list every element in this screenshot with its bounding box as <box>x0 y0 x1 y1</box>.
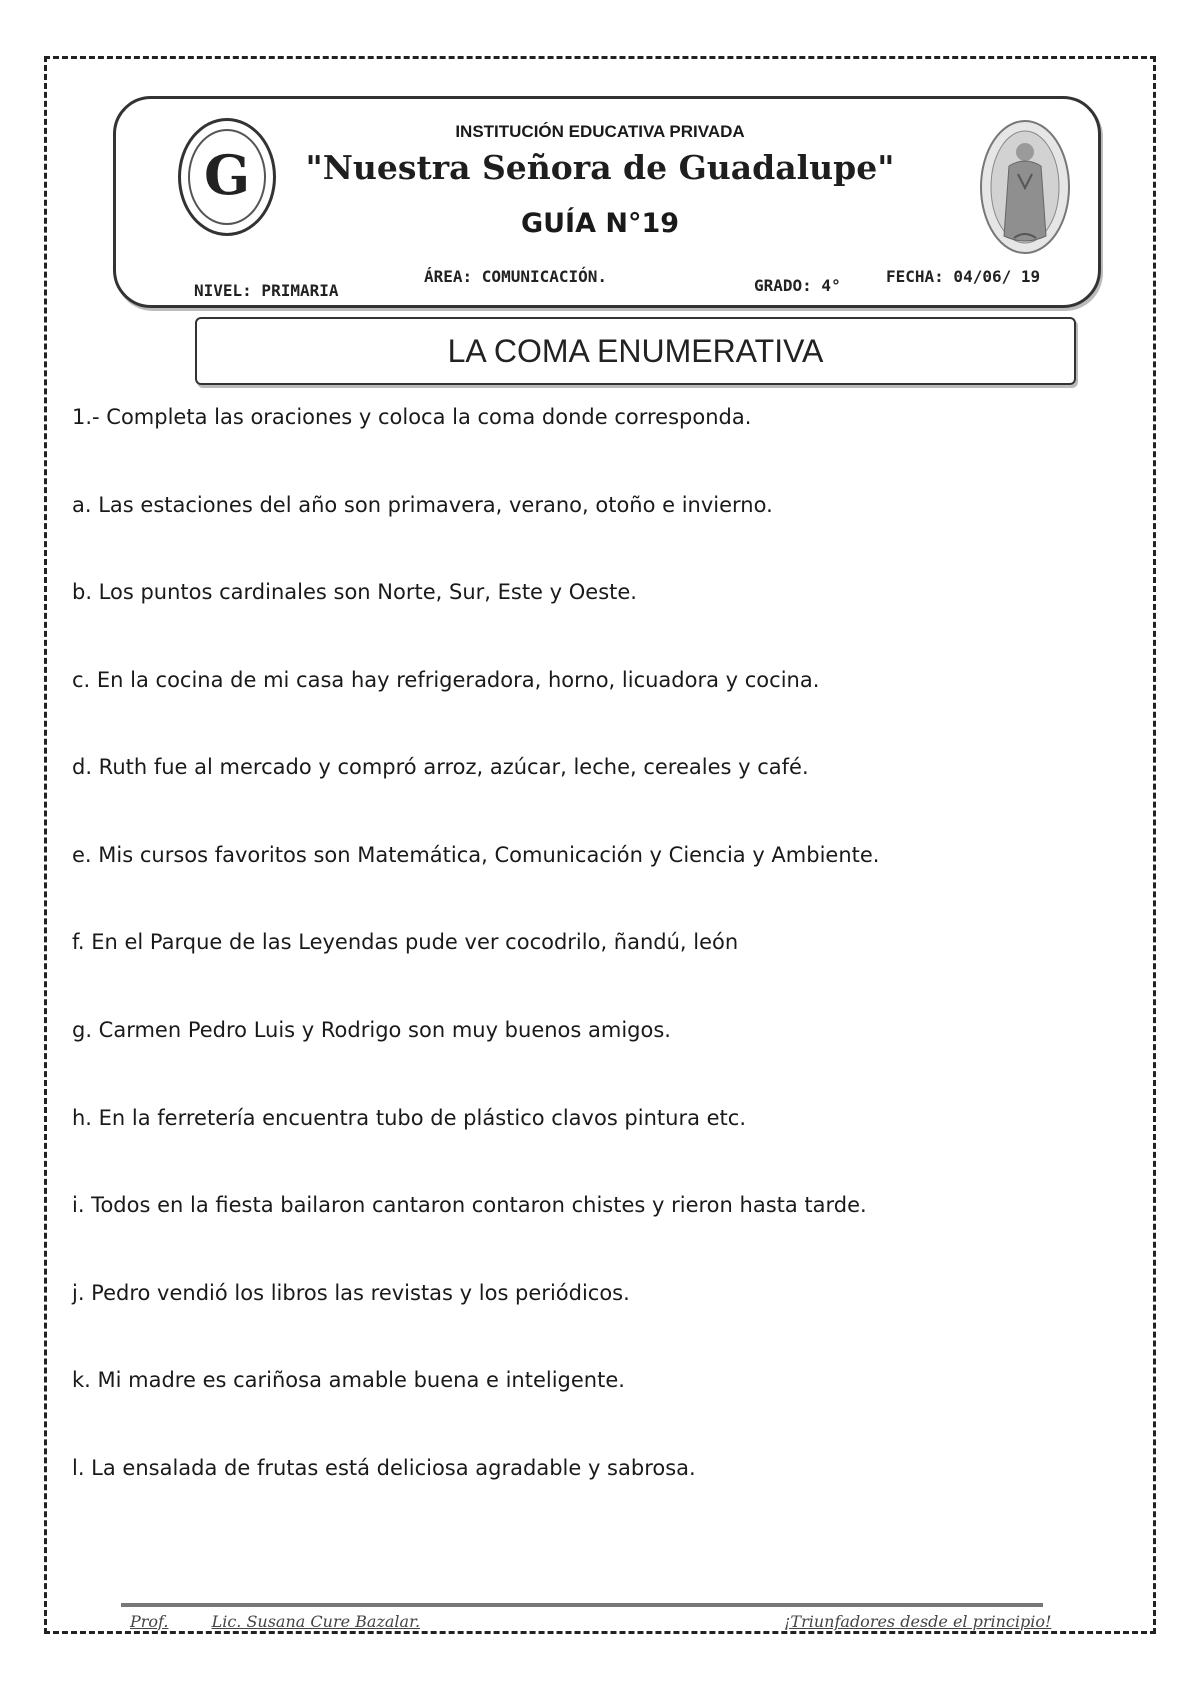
exercise-item: h. En la ferretería encuentra tubo de plástico clavos pintura etc. <box>72 1106 746 1130</box>
level-label: NIVEL: PRIMARIA <box>194 281 339 300</box>
instruction: 1.- Completa las oraciones y coloca la coma donde corresponda. <box>72 405 752 429</box>
school-name: "Nuestra Señora de Guadalupe" <box>305 148 895 187</box>
exercise-item: f. En el Parque de las Leyendas pude ver cocodrilo, ñandú, león <box>72 930 739 954</box>
exercise-item: g. Carmen Pedro Luis y Rodrigo son muy buenos amigos. <box>72 1018 671 1042</box>
footer-teacher <box>130 1612 420 1631</box>
guide-number: GUÍA N°19 <box>520 208 680 239</box>
worksheet-title: LA COMA ENUMERATIVA <box>447 333 824 369</box>
teacher-name: Lic. Susana Cure Bazalar. <box>211 1612 421 1631</box>
exercise-item: k. Mi madre es cariñosa amable buena e inteligente. <box>72 1368 625 1392</box>
exercise-item: j. Pedro vendió los libros las revistas y los periódicos. <box>72 1281 630 1305</box>
prof-label: Prof. <box>130 1612 169 1631</box>
logo-letter: G <box>203 143 251 207</box>
exercise-item: a. Las estaciones del año son primavera, verano, otoño e invierno. <box>72 493 773 517</box>
area-label: ÁREA: COMUNICACIÓN. <box>424 267 608 286</box>
exercise-item: c. En la cocina de mi casa hay refrigeradora, horno, licuadora y cocina. <box>72 668 820 692</box>
exercise-item: b. Los puntos cardinales son Norte, Sur, Este y Oeste. <box>72 580 637 604</box>
worksheet-title-box <box>195 317 1076 385</box>
exercise-item: l. La ensalada de frutas está deliciosa agradable y sabrosa. <box>72 1456 696 1480</box>
date-label: FECHA: 04/06/ 19 <box>886 267 1041 286</box>
grade-label: GRADO: 4° <box>754 276 841 295</box>
exercise-item: d. Ruth fue al mercado y compró arroz, azúcar, leche, cereales y café. <box>72 755 809 779</box>
footer-motto: ¡Triunfadores desde el principio! <box>784 1612 1052 1631</box>
exercise-item: i. Todos en la fiesta bailaron cantaron contaron chistes y rieron hasta tarde. <box>72 1193 867 1217</box>
footer-divider <box>121 1603 1043 1607</box>
exercise-item: e. Mis cursos favoritos son Matemática, Comunicación y Ciencia y Ambiente. <box>72 843 880 867</box>
school-type: INSTITUCIÓN EDUCATIVA PRIVADA <box>455 122 745 141</box>
